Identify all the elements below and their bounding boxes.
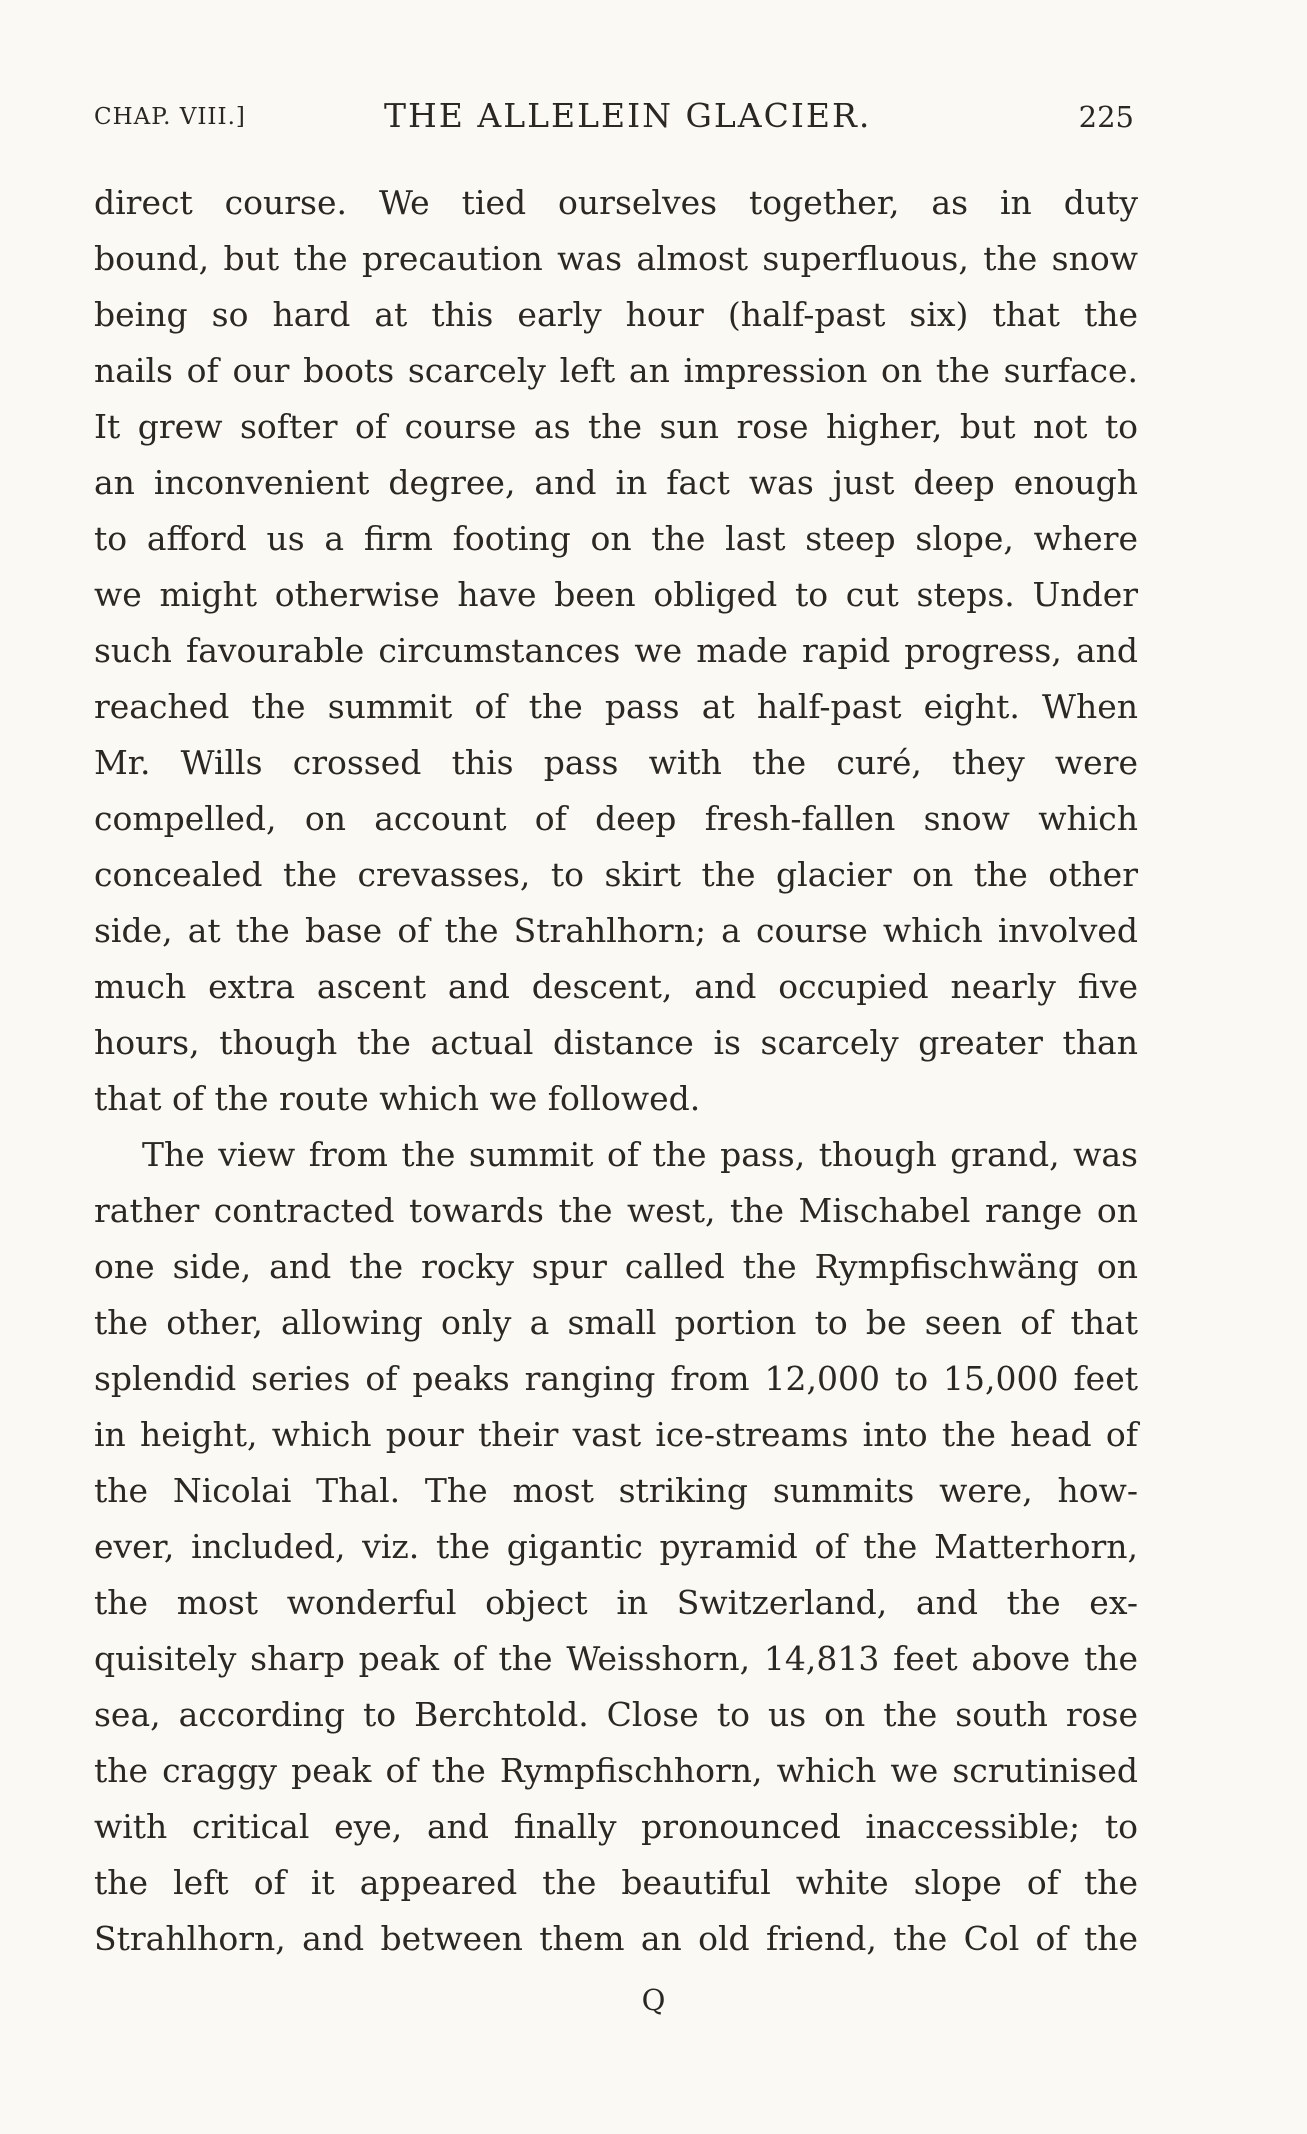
text-line: one side, and the rocky spur called the Rympfischwäng on bbox=[94, 1247, 1138, 1286]
page-number: 225 bbox=[1078, 100, 1134, 134]
text-line: the left of it appeared the beautiful white slope of the bbox=[94, 1863, 1138, 1902]
signature-mark: Q bbox=[641, 1983, 666, 2017]
text-line: side, at the base of the Strahlhorn; a course which involved bbox=[94, 911, 1138, 950]
text-line: splendid series of peaks ranging from 12,000 to 15,000 feet bbox=[94, 1359, 1138, 1398]
text-line: reached the summit of the pass at half-past eight. When bbox=[94, 687, 1138, 726]
text-line: the other, allowing only a small portion to be seen of that bbox=[94, 1303, 1138, 1342]
page-title: THE ALLELEIN GLACIER. bbox=[384, 96, 872, 135]
text-line: concealed the crevasses, to skirt the glacier on the other bbox=[94, 855, 1138, 894]
text-line: the craggy peak of the Rympfischhorn, which we scrutinised bbox=[94, 1751, 1138, 1790]
text-line: direct course. We tied ourselves together, as in duty bbox=[94, 183, 1138, 222]
chapter-label: CHAP. VIII.] bbox=[94, 104, 246, 130]
text-line: hours, though the actual distance is scarcely greater than bbox=[94, 1023, 1138, 1062]
text-line: sea, according to Berchtold. Close to us on the south rose bbox=[94, 1695, 1138, 1734]
text-line: nails of our boots scarcely left an impression on the surface. bbox=[94, 351, 1138, 390]
text-line: the Nicolai Thal. The most striking summits were, how- bbox=[94, 1471, 1138, 1510]
text-line: Mr. Wills crossed this pass with the curé, they were bbox=[94, 743, 1138, 782]
text-line: that of the route which we followed. bbox=[94, 1079, 701, 1118]
text-line: Strahlhorn, and between them an old friend, the Col of the bbox=[94, 1919, 1138, 1958]
text-line: It grew softer of course as the sun rose higher, but not to bbox=[94, 407, 1138, 446]
text-line: The view from the summit of the pass, though grand, was bbox=[142, 1135, 1138, 1174]
body-text bbox=[94, 175, 1138, 1967]
text-line: being so hard at this early hour (half-past six) that the bbox=[94, 295, 1138, 334]
text-line: in height, which pour their vast ice-streams into the head of bbox=[94, 1415, 1138, 1454]
text-line: we might otherwise have been obliged to cut steps. Under bbox=[94, 575, 1138, 614]
text-line: with critical eye, and finally pronounced inaccessible; to bbox=[94, 1807, 1138, 1846]
text-line: such favourable circumstances we made rapid progress, and bbox=[94, 631, 1138, 670]
text-line: much extra ascent and descent, and occupied nearly five bbox=[94, 967, 1138, 1006]
text-line: rather contracted towards the west, the Mischabel range on bbox=[94, 1191, 1138, 1230]
text-line: an inconvenient degree, and in fact was just deep enough bbox=[94, 463, 1138, 502]
running-head bbox=[94, 96, 1134, 146]
text-line: the most wonderful object in Switzerland, and the ex- bbox=[94, 1583, 1138, 1622]
text-line: to afford us a firm footing on the last steep slope, where bbox=[94, 519, 1138, 558]
text-line: compelled, on account of deep fresh-fallen snow which bbox=[94, 799, 1138, 838]
text-line: quisitely sharp peak of the Weisshorn, 14,813 feet above the bbox=[94, 1639, 1138, 1678]
text-line: ever, included, viz. the gigantic pyramid of the Matterhorn, bbox=[94, 1527, 1138, 1566]
text-line: bound, but the precaution was almost superfluous, the snow bbox=[94, 239, 1138, 278]
